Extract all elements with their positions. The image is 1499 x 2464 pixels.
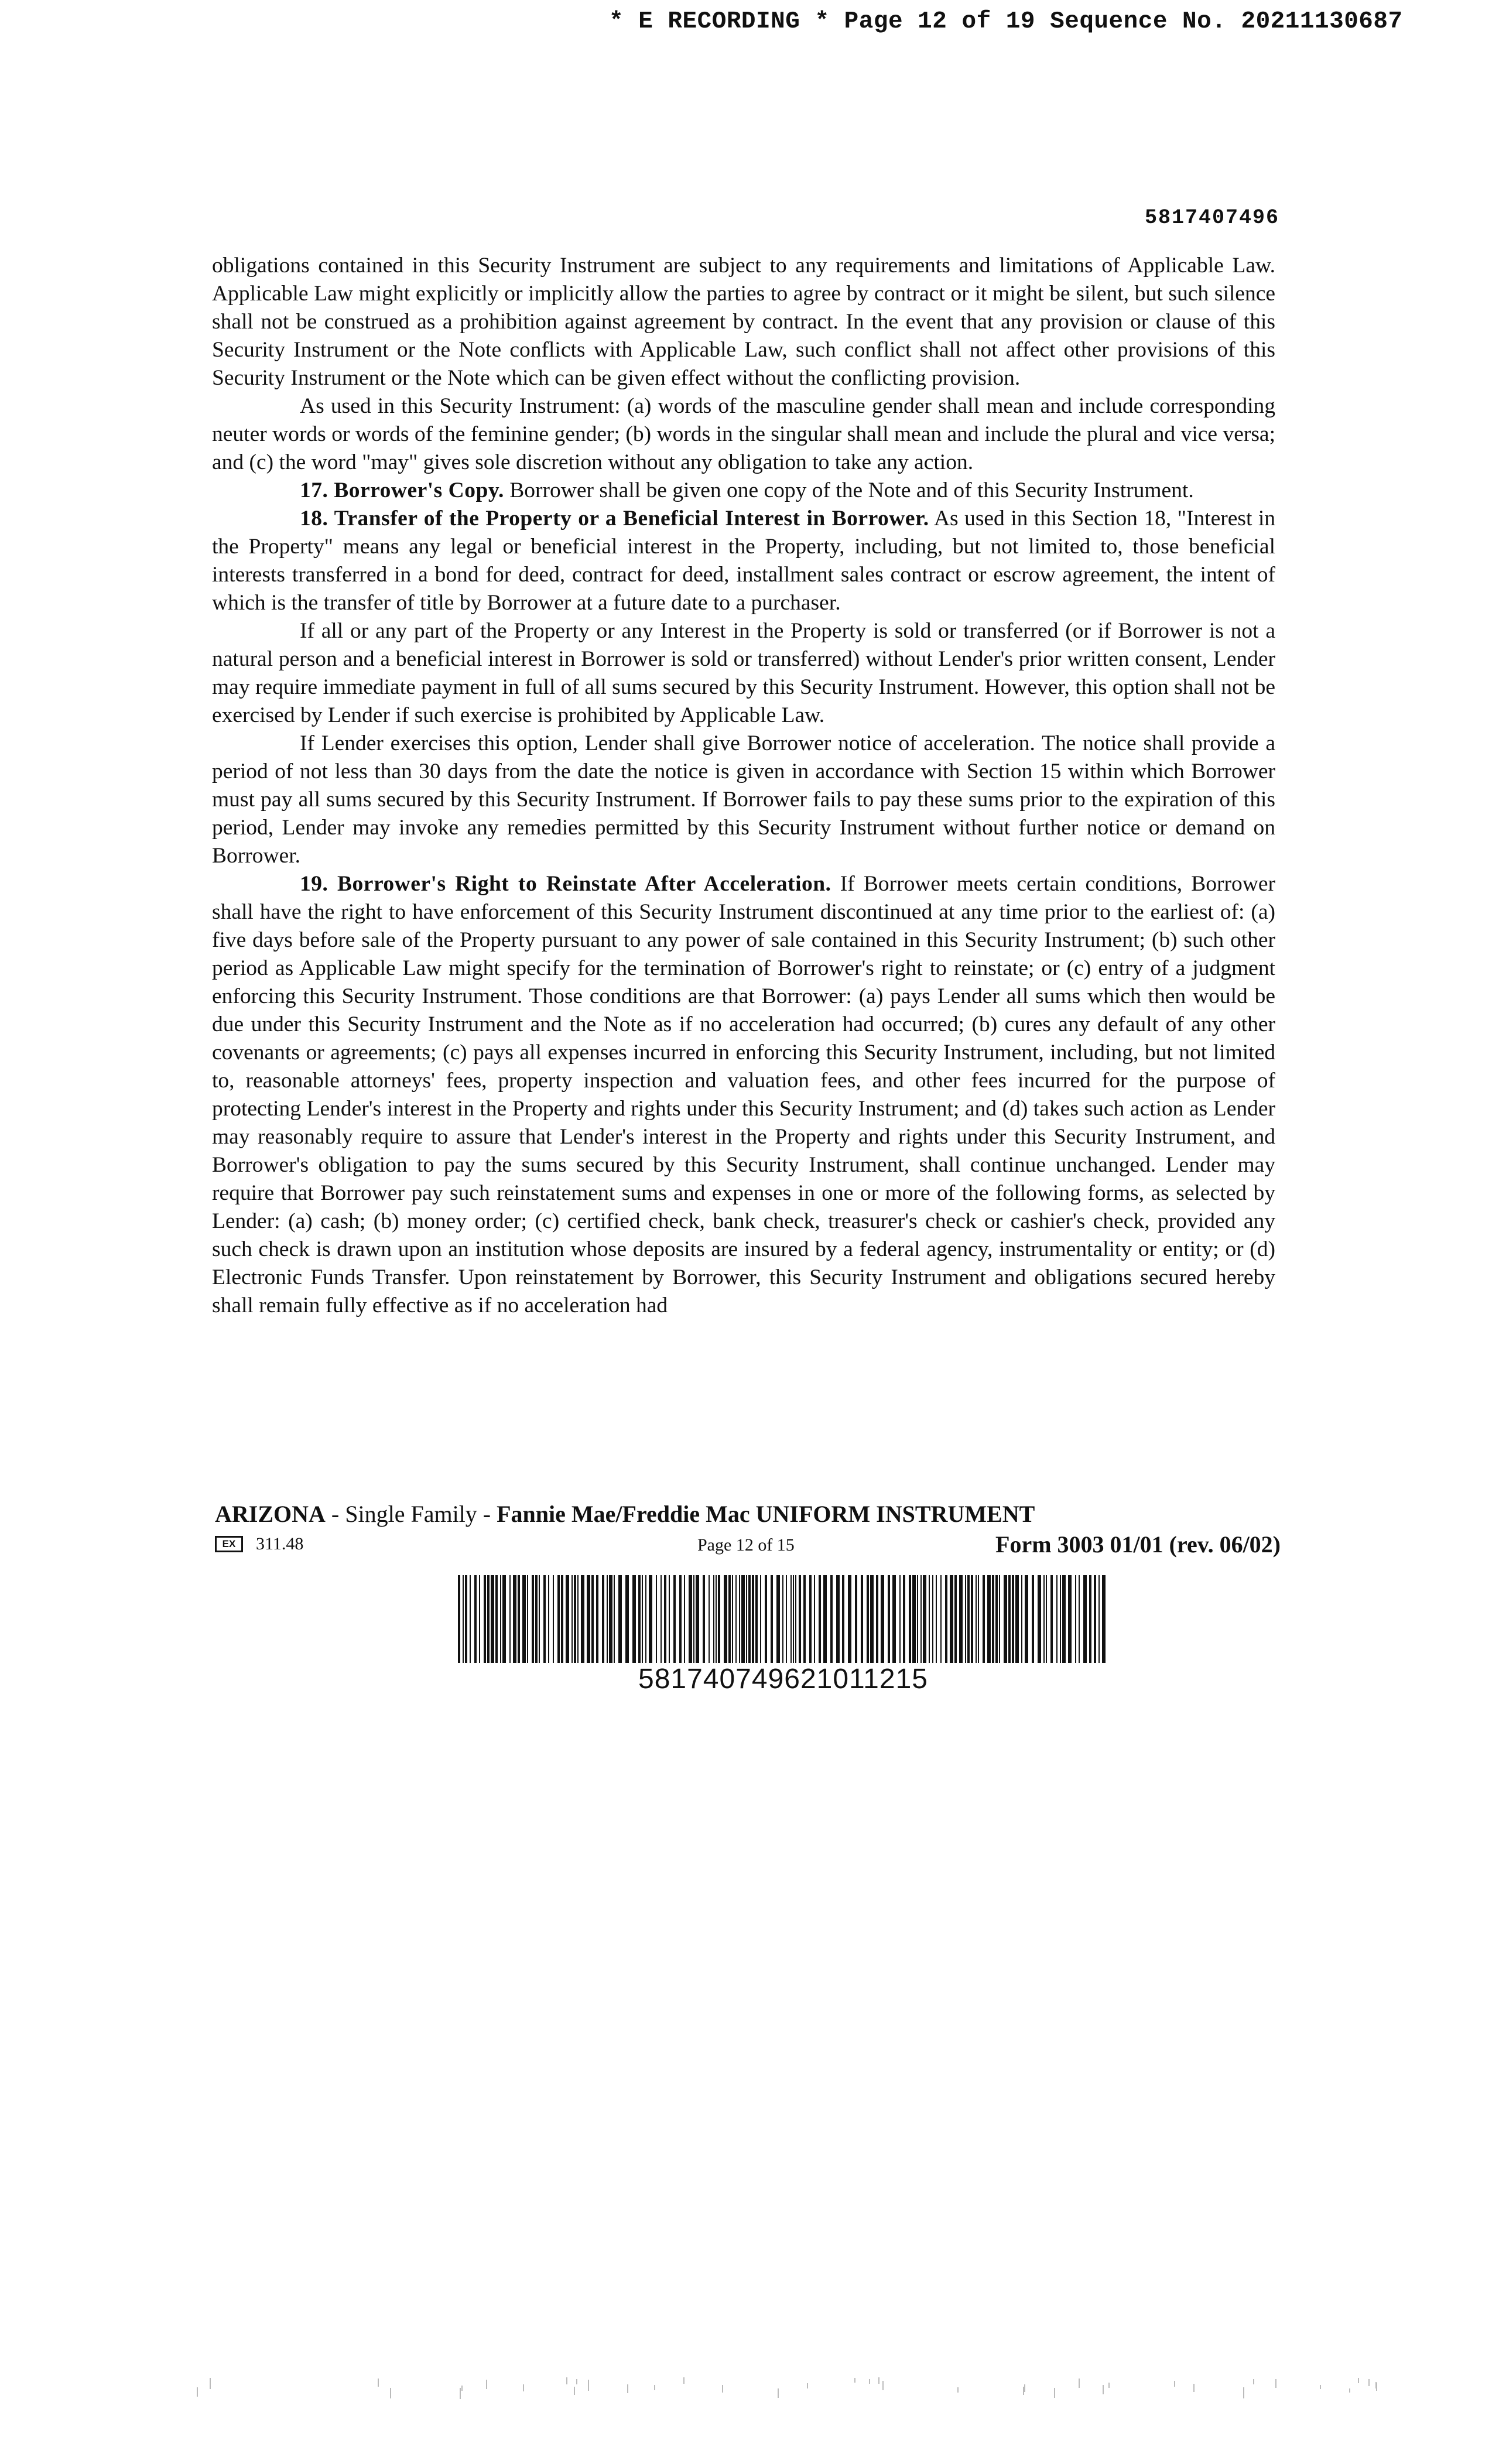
section-17 xyxy=(212,477,1275,505)
form-code xyxy=(215,1534,303,1554)
scan-speck xyxy=(1349,2388,1350,2393)
barcode-bar xyxy=(793,1575,794,1663)
barcode-bar xyxy=(561,1575,563,1663)
footer-meta xyxy=(215,1533,1281,1556)
barcode-bar xyxy=(571,1575,573,1663)
barcode-bar xyxy=(1089,1575,1091,1663)
barcode-bar xyxy=(463,1575,464,1663)
barcode-bar xyxy=(741,1575,745,1663)
barcode-bar xyxy=(625,1575,629,1663)
barcode-bar xyxy=(803,1575,806,1663)
scan-speck xyxy=(1320,2385,1321,2389)
barcode-bar xyxy=(867,1575,869,1663)
barcode-bar xyxy=(771,1575,773,1663)
barcode-bar xyxy=(645,1575,646,1663)
footer-state: ARIZONA xyxy=(215,1501,326,1527)
barcode-bar xyxy=(532,1575,534,1663)
scan-speck xyxy=(1103,2385,1104,2394)
barcode-bar xyxy=(917,1575,918,1663)
ex-logo-icon: EX xyxy=(215,1536,243,1552)
paragraph-acceleration: If Lender exercises this option, Lender shall give Borrower notice of acceleration. The notice shall provide a period of not less than 30 days from the date the notice is given in accordance with Section 15 within which Borrower must pay all sums secured by this Security Instrument. If Borrower fails to pay these sums prior to the expiration of this period, Lender may invoke any remedies permitted by this Security Instrument without further notice or demand on Borrower. xyxy=(212,731,1275,868)
scan-speck xyxy=(878,2377,879,2384)
barcode-bar xyxy=(696,1575,699,1663)
barcode-bar xyxy=(976,1575,977,1663)
barcode-bar xyxy=(959,1575,963,1663)
scan-speck xyxy=(523,2384,524,2391)
scan-speck xyxy=(869,2379,870,2384)
section-18 xyxy=(212,505,1275,617)
barcode-bar xyxy=(673,1575,676,1663)
barcode-bar xyxy=(876,1575,878,1663)
barcode-bar xyxy=(577,1575,579,1663)
barcode-bar xyxy=(965,1575,966,1663)
barcode-bar xyxy=(945,1575,947,1663)
barcode-bar xyxy=(755,1575,758,1663)
barcode-bar xyxy=(649,1575,652,1663)
barcode-bar xyxy=(1094,1575,1096,1663)
barcode-bar xyxy=(491,1575,494,1663)
barcode-bar xyxy=(587,1575,590,1663)
barcode-bar xyxy=(607,1575,608,1663)
scan-speck xyxy=(1054,2388,1055,2398)
barcode-bar xyxy=(522,1575,526,1663)
barcode-bar xyxy=(609,1575,612,1663)
barcode-bar xyxy=(632,1575,636,1663)
barcode-bar xyxy=(728,1575,731,1663)
barcode-bar xyxy=(795,1575,796,1663)
barcode-bar xyxy=(967,1575,970,1663)
barcode-bar xyxy=(474,1575,477,1663)
scan-speck xyxy=(1368,2379,1370,2386)
barcode-bar xyxy=(830,1575,833,1663)
barcode-bar xyxy=(618,1575,622,1663)
scan-noise xyxy=(176,2377,1429,2401)
barcode-bar xyxy=(814,1575,815,1663)
page-number: Page 12 of 15 xyxy=(697,1535,795,1555)
barcode-bar xyxy=(548,1575,549,1663)
barcode-bar xyxy=(718,1575,720,1663)
barcode-bar xyxy=(557,1575,560,1663)
barcode-bar xyxy=(936,1575,937,1663)
section-17-text: Borrower shall be given one copy of the Note and of this Security Instrument. xyxy=(504,478,1194,502)
barcode-bar xyxy=(518,1575,520,1663)
barcode-bar xyxy=(1083,1575,1087,1663)
barcode-bar xyxy=(1046,1575,1047,1663)
barcode-bar xyxy=(574,1575,576,1663)
barcode-bar xyxy=(776,1575,780,1663)
barcode-bar xyxy=(709,1575,710,1663)
barcode-bar xyxy=(836,1575,840,1663)
barcode-bar xyxy=(614,1575,615,1663)
footer-separator: - Single Family - xyxy=(325,1501,497,1527)
barcode-bar xyxy=(693,1575,694,1663)
barcode-bar xyxy=(912,1575,916,1663)
barcode-bar xyxy=(940,1575,942,1663)
barcode-bar xyxy=(1025,1575,1028,1663)
barcode-bar xyxy=(746,1575,747,1663)
barcode-bar xyxy=(716,1575,717,1663)
barcode-bar xyxy=(479,1575,480,1663)
barcode-bar xyxy=(724,1575,727,1663)
barcode-bar xyxy=(679,1575,682,1663)
barcode-bar xyxy=(1032,1575,1034,1663)
barcode-bar xyxy=(664,1575,666,1663)
scan-speck xyxy=(574,2387,575,2395)
barcode-bar xyxy=(995,1575,998,1663)
barcode-bar xyxy=(752,1575,754,1663)
barcode-bar xyxy=(1079,1575,1080,1663)
recording-stamp: * E RECORDING * Page 12 of 19 Sequence No. 20211130687 xyxy=(609,8,1403,35)
scan-speck xyxy=(1253,2379,1254,2384)
barcode-bar xyxy=(954,1575,957,1663)
scan-speck xyxy=(210,2378,211,2389)
barcode-bar xyxy=(509,1575,511,1663)
barcode-bar xyxy=(553,1575,554,1663)
barcode-bar xyxy=(1102,1575,1106,1663)
form-code-number: 311.48 xyxy=(256,1534,304,1553)
barcode-bar xyxy=(983,1575,985,1663)
barcode-bar xyxy=(892,1575,896,1663)
barcode-bar xyxy=(786,1575,787,1663)
barcode-bar xyxy=(870,1575,874,1663)
scan-speck xyxy=(1108,2383,1110,2388)
barcode-bar xyxy=(855,1575,857,1663)
barcode-bar xyxy=(660,1575,662,1663)
barcode-bar xyxy=(1075,1575,1076,1663)
barcode-bar xyxy=(513,1575,516,1663)
section-19 xyxy=(212,870,1275,1320)
scan-speck xyxy=(1023,2387,1024,2395)
barcode-bar xyxy=(596,1575,598,1663)
scan-speck xyxy=(854,2378,855,2383)
section-18-text: As used in this Section 18, "Interest in the Property" means any legal or beneficial interest in the Property, including, but not limited to, those beneficial interests transferred in a bond for deed, contract for deed, installment sales contract or escrow agreement, the intent of which is the transfer of title by Borrower at a future date to a purchaser. xyxy=(212,507,1275,615)
section-19-heading: 19. Borrower's Right to Reinstate After Acceleration. xyxy=(300,872,831,896)
barcode-bar xyxy=(888,1575,890,1663)
scan-speck xyxy=(197,2387,198,2397)
barcode-bar xyxy=(735,1575,737,1663)
barcode-bar xyxy=(1021,1575,1022,1663)
loan-number: 5817407496 xyxy=(1145,206,1280,230)
barcode-bar xyxy=(1060,1575,1061,1663)
scan-speck xyxy=(588,2380,589,2391)
scan-speck xyxy=(1243,2387,1244,2398)
barcode-bar xyxy=(1038,1575,1041,1663)
barcode-bar xyxy=(760,1575,761,1663)
barcode-bar xyxy=(495,1575,498,1663)
barcode-bar xyxy=(748,1575,751,1663)
document-body xyxy=(212,252,1275,1320)
barcode-bar xyxy=(978,1575,979,1663)
barcode-bar xyxy=(566,1575,569,1663)
barcode-bar xyxy=(487,1575,490,1663)
barcode-bar xyxy=(809,1575,812,1663)
barcode-bar xyxy=(703,1575,705,1663)
barcode-number: 581740749621011215 xyxy=(638,1664,928,1695)
barcode-bar xyxy=(1008,1575,1011,1663)
barcode-bar xyxy=(899,1575,901,1663)
scan-speck xyxy=(461,2386,463,2391)
barcode-bar xyxy=(591,1575,594,1663)
scan-speck xyxy=(1193,2384,1195,2392)
barcode-bar xyxy=(502,1575,506,1663)
scan-speck xyxy=(627,2384,628,2393)
barcode-bar xyxy=(470,1575,471,1663)
scan-speck xyxy=(654,2385,655,2390)
barcode-bar xyxy=(1050,1575,1053,1663)
barcode-bar xyxy=(1043,1575,1045,1663)
footer-title xyxy=(215,1500,1035,1528)
scan-speck xyxy=(1275,2379,1276,2388)
barcode-bar xyxy=(881,1575,884,1663)
barcode-bar xyxy=(1004,1575,1007,1663)
scan-speck xyxy=(1174,2381,1175,2387)
section-18-heading: 18. Transfer of the Property or a Beneficial Interest in Borrower. xyxy=(300,507,929,531)
barcode-bar xyxy=(992,1575,994,1663)
barcode-bar xyxy=(458,1575,460,1663)
barcode-bar xyxy=(642,1575,643,1663)
barcode-bar xyxy=(799,1575,801,1663)
barcode-icon xyxy=(456,1575,1113,1663)
scan-speck xyxy=(576,2379,577,2384)
barcode-bar xyxy=(765,1575,767,1663)
footer-agency: Fannie Mae/Freddie Mac UNIFORM INSTRUMENT xyxy=(497,1501,1035,1527)
barcode-bar xyxy=(527,1575,528,1663)
barcode-bar xyxy=(842,1575,844,1663)
barcode-bar xyxy=(465,1575,467,1663)
scan-speck xyxy=(566,2377,567,2384)
scan-speck xyxy=(807,2383,808,2388)
scan-speck xyxy=(486,2380,487,2389)
scan-speck xyxy=(722,2385,723,2393)
barcode-bar xyxy=(684,1575,685,1663)
section-19-text: If Borrower meets certain conditions, Borrower shall have the right to have enforcement of this Security Instrument discontinued at any time prior to the earliest of: (a) five days before sale of the Property pursuant to any power of sale contained in this Security Instrument; (b) such other period as Applicable Law might specify for the termination of Borrower's right to reinstate; or (c) entry of a judgment enforcing this Security Instrument. Those conditions are that Borrower: (a) pays Lender all sums which then would be due under this Security Instrument and the Note as if no acceleration had occurred; (b) cures any default of any other covenants or agreements; (c) pays all expenses incurred in enforcing this Security Instrument, including, but not limited to, reasonable attorneys' fees, property inspection and valuation fees, and other fees incurred for the purpose of protecting Lender's interest in the Property and rights under this Security Instrument; and (d) takes such action as Lender may reasonably require to assure that Lender's interest in the Property and rights under this Security Instrument, and Borrower's obligation to pay the sums secured by this Security Instrument, shall continue unchanged. Lender may require that Borrower pay such reinstatement sums and expenses in one or more of the following forms, as selected by Lender: (a) cash; (b) money order; (c) certified check, bank check, treasurer's check or cashier's check, provided any such check is drawn upon an institution whose deposits are insured by a federal agency, instrumentality or entity; or (d) Electronic Funds Transfer. Upon reinstatement by Borrower, this Security Instrument and obligations secured hereby shall remain fully effective as if no acceleration had xyxy=(212,872,1275,1317)
barcode-bar xyxy=(1062,1575,1066,1663)
barcode-bar xyxy=(539,1575,540,1663)
barcode-bar xyxy=(1012,1575,1014,1663)
scan-speck xyxy=(683,2377,685,2384)
scan-speck xyxy=(957,2387,959,2393)
barcode-bar xyxy=(848,1575,851,1663)
barcode-bar xyxy=(920,1575,922,1663)
barcode-bar xyxy=(1098,1575,1100,1663)
scan-speck xyxy=(1358,2378,1359,2383)
barcode-bar xyxy=(1068,1575,1072,1663)
scan-speck xyxy=(460,2388,461,2399)
barcode-bar xyxy=(543,1575,546,1663)
barcode-bar xyxy=(500,1575,501,1663)
barcode-bar xyxy=(861,1575,863,1663)
barcode-bar xyxy=(782,1575,783,1663)
barcode-bar xyxy=(1056,1575,1057,1663)
barcode-bar xyxy=(932,1575,933,1663)
barcode-bar xyxy=(739,1575,740,1663)
barcode-bar xyxy=(929,1575,930,1663)
barcode-bar xyxy=(535,1575,538,1663)
barcode-bar xyxy=(713,1575,714,1663)
scan-speck xyxy=(882,2381,884,2390)
barcode-bar xyxy=(732,1575,733,1663)
paragraph-transfer: If all or any part of the Property or any Interest in the Property is sold or transferred (or if Borrower is not a natural person and a beneficial interest in Borrower is sold or transferred) without Lender's prior written consent, Lender may require immediate payment in full of all sums secured by this Security Instrument. However, this option shall not be exercised by Lender if such exercise is prohibited by Applicable Law. xyxy=(212,619,1275,727)
barcode-bar xyxy=(602,1575,604,1663)
paragraph-definitions: As used in this Security Instrument: (a) words of the masculine gender shall mean and include corresponding neuter words or words of the feminine gender; (b) words in the singular shall mean and include the plural and vice versa; and (c) the word "may" gives sole discretion without any obligation to take any action. xyxy=(212,394,1275,474)
barcode-bar xyxy=(669,1575,670,1663)
barcode-bar xyxy=(581,1575,584,1663)
barcode-bar xyxy=(909,1575,911,1663)
barcode-bar xyxy=(689,1575,692,1663)
barcode-bar xyxy=(999,1575,1000,1663)
barcode-bar xyxy=(790,1575,792,1663)
barcode-bar xyxy=(638,1575,641,1663)
scan-speck xyxy=(778,2388,779,2398)
barcode-bar xyxy=(823,1575,827,1663)
scan-speck xyxy=(1376,2383,1377,2391)
barcode-bar xyxy=(1015,1575,1019,1663)
barcode-bar xyxy=(484,1575,486,1663)
paragraph-continuation: obligations contained in this Security Instrument are subject to any requirements and limitations of Applicable Law. Applicable Law might explicitly or implicitly allow the parties to agree by contract or it might be silent, but such silence shall not be construed as a prohibition against agreement by contract. In the event that any provision or clause of this Security Instrument or the Note conflicts with Applicable Law, such conflict shall not affect other provisions of this Security Instrument or the Note which can be given effect without the conflicting provision. xyxy=(212,254,1275,390)
barcode-bar xyxy=(923,1575,926,1663)
barcode-bar xyxy=(819,1575,821,1663)
scan-speck xyxy=(378,2379,379,2387)
scan-speck xyxy=(1079,2379,1080,2388)
barcode-bar xyxy=(656,1575,657,1663)
barcode-bar xyxy=(950,1575,953,1663)
form-number: Form 3003 01/01 (rev. 06/02) xyxy=(995,1531,1281,1558)
scan-speck xyxy=(1024,2384,1025,2392)
scan-speck xyxy=(390,2388,391,2398)
section-17-heading: 17. Borrower's Copy. xyxy=(300,478,504,502)
barcode-bar xyxy=(987,1575,991,1663)
barcode-bar xyxy=(903,1575,905,1663)
barcode-bar xyxy=(971,1575,973,1663)
